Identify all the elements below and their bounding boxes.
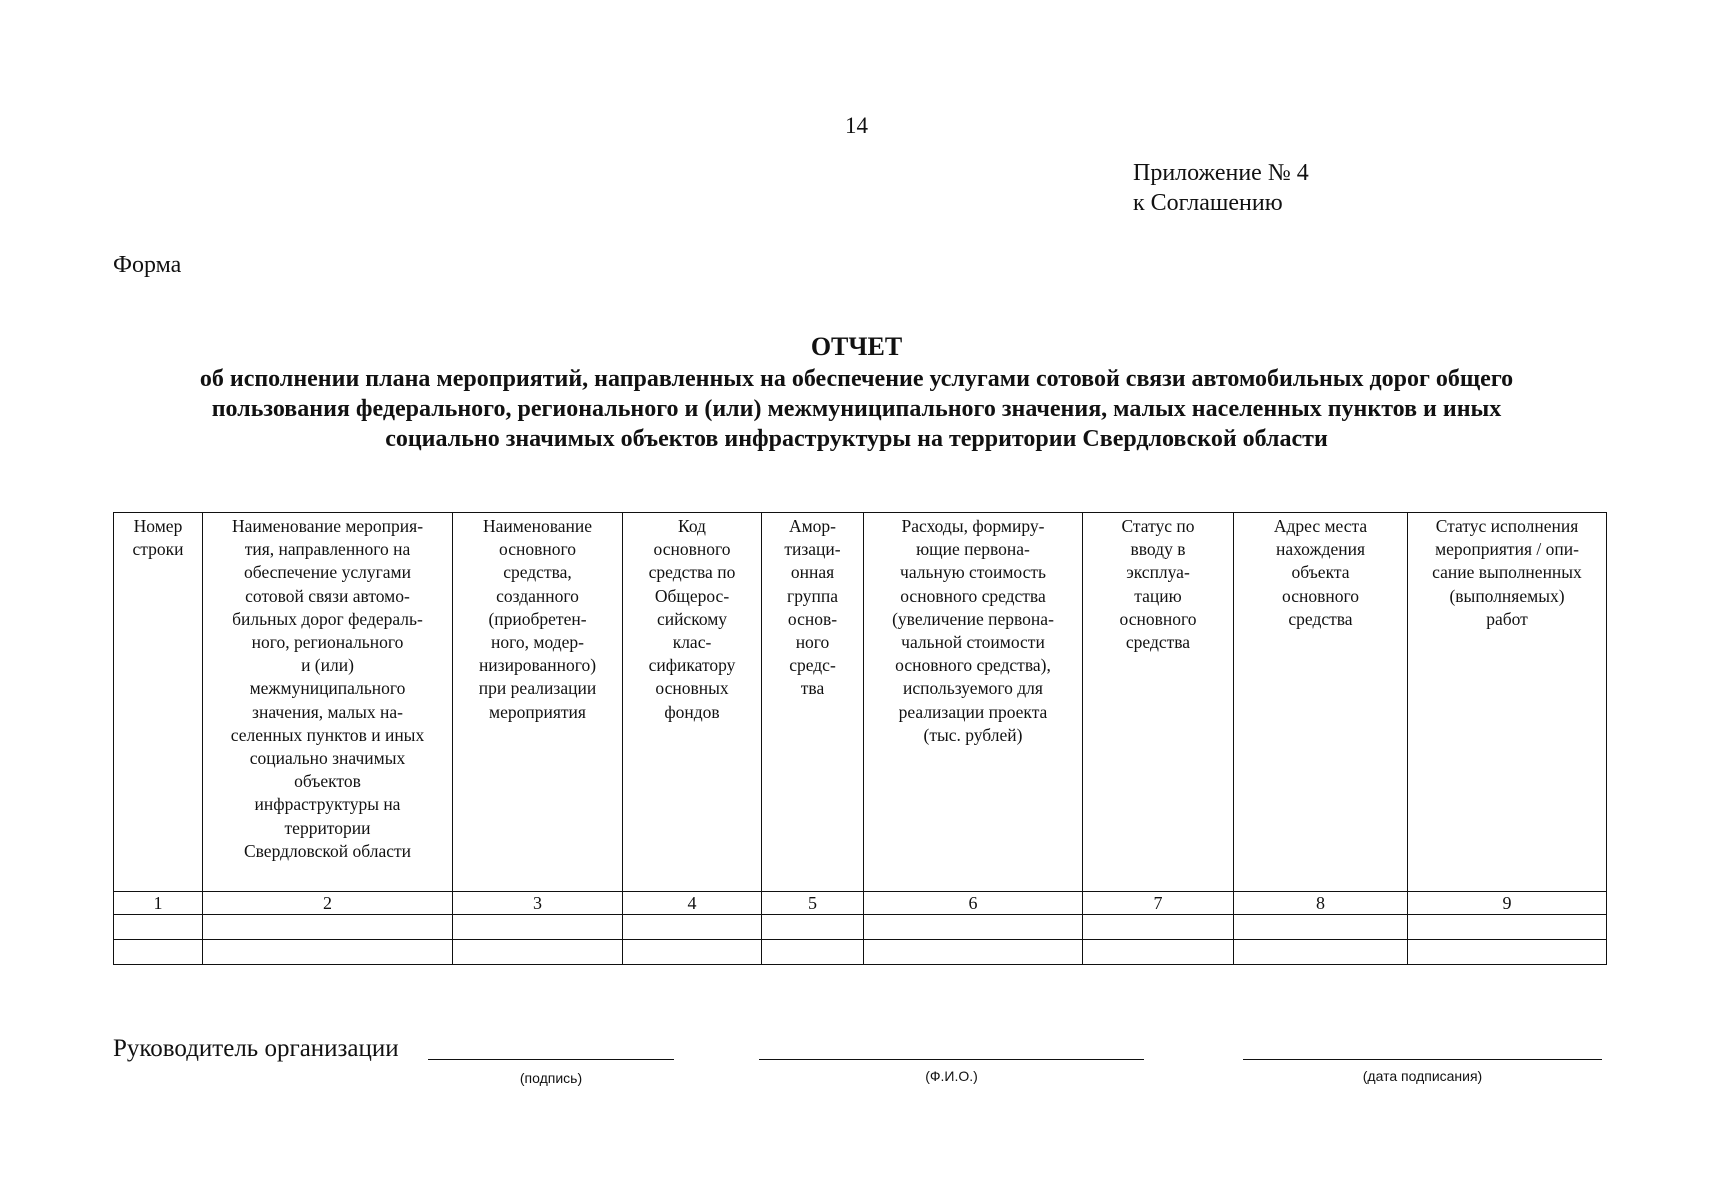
column-number: 4: [623, 892, 762, 915]
column-header: Амор- тизаци- онная группа основ- ного средс- тва: [762, 513, 864, 892]
table-header-row: [114, 513, 1607, 892]
table-cell[interactable]: [453, 940, 623, 965]
report-table: [113, 512, 1607, 965]
column-number: 9: [1408, 892, 1607, 915]
column-number-row: [114, 892, 1607, 915]
table-cell[interactable]: [203, 940, 453, 965]
form-label: Форма: [113, 252, 182, 278]
table-cell[interactable]: [114, 940, 203, 965]
table-cell[interactable]: [1083, 940, 1234, 965]
name-caption: (Ф.И.О.): [925, 1068, 978, 1084]
column-number: 3: [453, 892, 623, 915]
column-header: Адрес места нахождения объекта основного средства: [1234, 513, 1408, 892]
table-cell[interactable]: [1083, 915, 1234, 940]
table-cell[interactable]: [623, 940, 762, 965]
table-row: [114, 915, 1607, 940]
table-cell[interactable]: [864, 940, 1083, 965]
column-header: Наименование основного средства, созданного (приобретен- ного, модер- низированного) при реализации мероприятия: [453, 513, 623, 892]
table-row: [114, 940, 1607, 965]
column-header: Номер строки: [114, 513, 203, 892]
column-number: 7: [1083, 892, 1234, 915]
table-cell[interactable]: [1408, 940, 1607, 965]
appendix-line-1: Приложение № 4: [1133, 160, 1309, 186]
table-cell[interactable]: [623, 915, 762, 940]
date-caption: (дата подписания): [1362, 1068, 1483, 1084]
column-header: Расходы, формиру- ющие первона- чальную стоимость основного средства (увеличение первона- чальной стоимости основного средства), используемого для реализации проекта (тыс. рублей): [864, 513, 1083, 892]
table-cell[interactable]: [864, 915, 1083, 940]
name-line[interactable]: [759, 1059, 1144, 1060]
table-cell[interactable]: [762, 915, 864, 940]
date-line[interactable]: [1243, 1059, 1602, 1060]
column-number: 6: [864, 892, 1083, 915]
appendix-reference: [1133, 158, 1309, 218]
report-title-line-2: пользования федерального, регионального и (или) межмуниципального значения, малых населенных пунктов и иных: [211, 396, 1502, 422]
report-title-line-1: об исполнении плана мероприятий, направленных на обеспечение услугами сотовой связи автомобильных дорог общего: [199, 366, 1514, 392]
table-cell[interactable]: [1234, 915, 1408, 940]
table-cell[interactable]: [203, 915, 453, 940]
signature-label: Руководитель организации: [113, 1035, 399, 1062]
report-title-line-3: социально значимых объектов инфраструктуры на территории Свердловской области: [385, 426, 1328, 452]
report-title-main: ОТЧЕТ: [810, 332, 903, 361]
column-number: 5: [762, 892, 864, 915]
table-cell[interactable]: [762, 940, 864, 965]
column-header: Статус исполнения мероприятия / опи- сание выполненных (выполняемых) работ: [1408, 513, 1607, 892]
column-number: 8: [1234, 892, 1408, 915]
page-number: 14: [845, 113, 868, 138]
signature-caption: (подпись): [519, 1070, 583, 1086]
table-cell[interactable]: [1408, 915, 1607, 940]
table-cell[interactable]: [114, 915, 203, 940]
column-header: Код основного средства по Общерос- сийскому клас- сификатору основных фондов: [623, 513, 762, 892]
column-header: Статус по вводу в эксплуа- тацию основного средства: [1083, 513, 1234, 892]
column-header: Наименование мероприя- тия, направленного на обеспечение услугами сотовой связи автомо- бильных дорог федераль- ного, регионального и (или) межмуниципального значения, малых на- селенных пунктов и иных социально значимых объектов инфраструктуры на территории Свердловской области: [203, 513, 453, 892]
table-cell[interactable]: [1234, 940, 1408, 965]
signature-line[interactable]: [428, 1059, 674, 1060]
table-cell[interactable]: [453, 915, 623, 940]
appendix-line-2: к Соглашению: [1133, 190, 1283, 216]
report-title: [110, 330, 1603, 454]
column-number: 2: [203, 892, 453, 915]
column-number: 1: [114, 892, 203, 915]
